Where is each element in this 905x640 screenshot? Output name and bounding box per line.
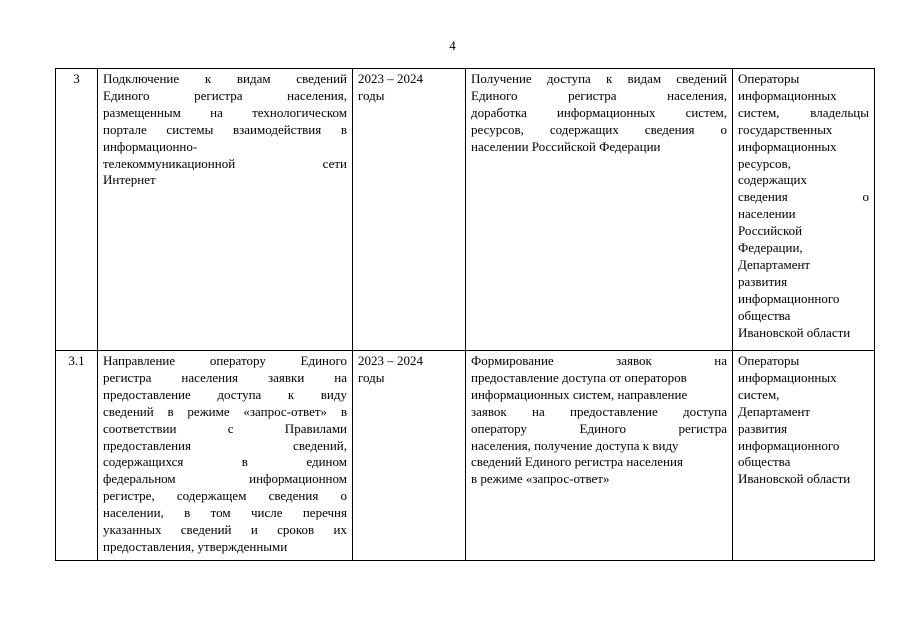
responsible-text xyxy=(738,353,869,488)
result-text xyxy=(471,353,727,488)
text-line: ресурсов, содержащих сведения о xyxy=(471,121,727,137)
text-line: развития xyxy=(738,420,788,436)
text-line: портале системы взаимодействия в xyxy=(103,121,347,137)
text-line: содержащих xyxy=(738,172,807,188)
text-line: федеральном информационном xyxy=(103,471,347,487)
row-number-cell xyxy=(56,69,98,351)
text-line: сведений в режиме «запрос-ответ» в xyxy=(103,403,347,419)
text-line: общества xyxy=(738,307,791,323)
responsible-text xyxy=(738,71,869,342)
text-line: Департамент xyxy=(738,403,811,419)
text-line: информационных xyxy=(738,138,837,154)
action-cell xyxy=(98,69,353,351)
text-line: 2023 – 2024 xyxy=(358,353,423,368)
years-cell xyxy=(353,351,466,561)
text-line: Подключение к видам сведений xyxy=(103,71,347,86)
text-line: Формирование заявок на xyxy=(471,353,727,368)
years-text xyxy=(358,71,460,105)
text-line: государственных xyxy=(738,121,833,137)
text-line: 2023 – 2024 xyxy=(358,71,423,86)
action-text xyxy=(103,353,347,556)
text-line: систем, xyxy=(738,386,780,402)
text-line: регистре, содержащем сведения о xyxy=(103,488,347,504)
responsible-cell xyxy=(733,351,875,561)
text-line: соответствии с Правилами xyxy=(103,420,347,436)
text-line: Российской xyxy=(738,223,803,239)
table-row xyxy=(56,351,875,561)
text-line: Единого регистра населения, xyxy=(471,87,727,103)
years-cell xyxy=(353,69,466,351)
row-number: 3 xyxy=(73,71,80,86)
responsible-cell xyxy=(733,69,875,351)
text-line: в режиме «запрос-ответ» xyxy=(471,471,610,487)
row-number: 3.1 xyxy=(68,353,85,368)
text-line: Получение доступа к видам сведений xyxy=(471,71,727,86)
text-line: информационных xyxy=(738,87,837,103)
result-text xyxy=(471,71,727,156)
text-line: предоставления, утвержденными xyxy=(103,538,288,554)
text-line: Департамент xyxy=(738,256,811,272)
text-line: систем, владельцы xyxy=(738,104,869,120)
text-line: указанных сведений и сроков их xyxy=(103,522,347,538)
text-line: предоставления сведений, xyxy=(103,437,347,453)
text-line: информационных xyxy=(738,369,837,385)
page-number: 4 xyxy=(449,38,456,53)
text-line: предоставление доступа к виду xyxy=(103,386,347,402)
action-cell xyxy=(98,351,353,561)
text-line: регистра населения заявки на xyxy=(103,369,347,385)
measures-table xyxy=(55,68,875,561)
text-line: предоставление доступа от операторов xyxy=(471,369,687,385)
text-line: оператору Единого регистра xyxy=(471,420,727,436)
text-line: Направление оператору Единого xyxy=(103,353,347,368)
text-line: сведений Единого регистра населения xyxy=(471,454,683,470)
text-line: размещенным на технологическом xyxy=(103,104,347,120)
text-line: информационного xyxy=(738,290,840,306)
result-cell xyxy=(466,69,733,351)
table-row xyxy=(56,69,875,351)
text-line: годы xyxy=(358,87,385,103)
years-text xyxy=(358,353,460,387)
text-line: Единого регистра населения, xyxy=(103,87,347,103)
text-line: Операторы xyxy=(738,353,800,368)
text-line: населения, получение доступа к виду xyxy=(471,437,679,453)
text-line: ресурсов, xyxy=(738,155,791,171)
text-line: информационного xyxy=(738,437,840,453)
text-line: годы xyxy=(358,369,385,385)
text-line: телекоммуникационной сети xyxy=(103,155,347,171)
action-text xyxy=(103,71,347,189)
text-line: информационно- xyxy=(103,138,198,154)
text-line: населении, в том числе перечня xyxy=(103,505,347,521)
text-line: Ивановской области xyxy=(738,471,851,487)
result-cell xyxy=(466,351,733,561)
text-line: населении Российской Федерации xyxy=(471,138,661,154)
text-line: заявок на предоставление доступа xyxy=(471,403,727,419)
text-line: содержащихся в едином xyxy=(103,454,347,470)
text-line: общества xyxy=(738,454,791,470)
text-line: населении xyxy=(738,206,796,222)
text-line: Федерации, xyxy=(738,240,803,256)
text-line: Операторы xyxy=(738,71,800,86)
text-line: Ивановской области xyxy=(738,324,851,340)
text-line: сведения о xyxy=(738,189,869,205)
row-number-cell xyxy=(56,351,98,561)
text-line: развития xyxy=(738,273,788,289)
text-line: доработка информационных систем, xyxy=(471,104,727,120)
text-line: информационных систем, направление xyxy=(471,386,688,402)
text-line: Интернет xyxy=(103,172,156,188)
